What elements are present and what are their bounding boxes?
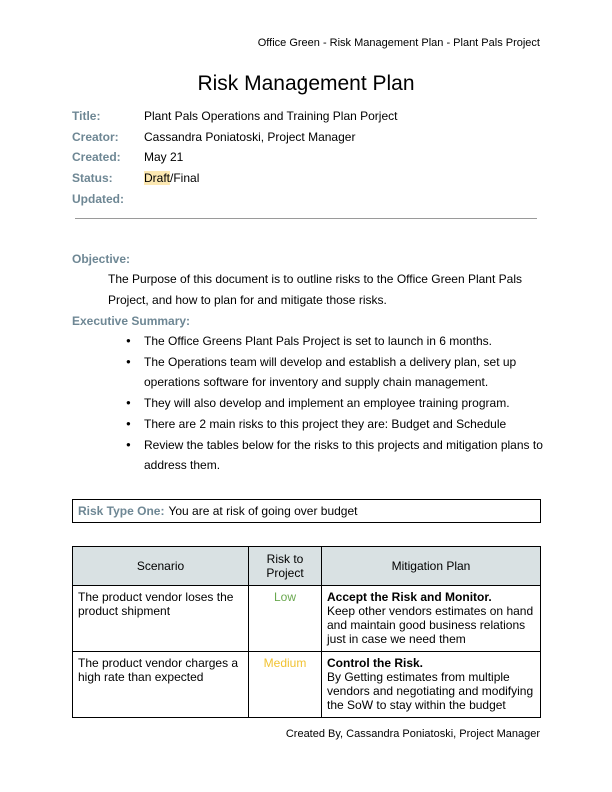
risk-type-text: You are at risk of going over budget (168, 504, 358, 518)
summary-label: Executive Summary: (72, 314, 191, 328)
list-item: ● The Office Greens Plant Pals Project is set to launch in 6 months. (126, 331, 546, 352)
plan-title: Accept the Risk and Monitor. (327, 590, 492, 604)
plan-title: Control the Risk. (327, 656, 424, 670)
mitigation-cell (322, 652, 541, 718)
meta-creator-row (72, 127, 397, 148)
risk-type-label: Risk Type One: (78, 504, 165, 518)
meta-label: Status: (72, 171, 113, 186)
objective-label: Objective: (72, 252, 131, 266)
scenario-cell: The product vendor charges a high rate than expected (73, 652, 249, 718)
risk-table (72, 546, 541, 718)
divider (75, 218, 537, 219)
list-item: ● They will also develop and implement an employee training program. (126, 393, 546, 414)
risk-level-cell: Medium (249, 652, 322, 718)
header-scenario: Scenario (73, 547, 249, 586)
header-mitigation: Mitigation Plan (322, 547, 541, 586)
list-item: ● There are 2 main risks to this project they are: Budget and Schedule (126, 414, 546, 435)
mitigation-cell (322, 586, 541, 652)
header-risk: Risk to Project (249, 547, 322, 586)
document-title: Risk Management Plan (197, 72, 415, 95)
meta-created-row (72, 147, 397, 168)
meta-label: Title: (72, 109, 101, 124)
meta-value: Plant Pals Operations and Training Plan Porject (144, 109, 398, 124)
meta-label: Created: (72, 150, 121, 165)
meta-value: Cassandra Poniatoski, Project Manager (144, 129, 356, 144)
metadata-block (72, 106, 397, 209)
meta-value: Draft/Final (144, 171, 200, 186)
meta-label: Updated: (72, 191, 124, 206)
list-item: ● The Operations team will develop and establish a delivery plan, set up operations software for inventory and supply chain management. (126, 352, 546, 393)
summary-list (126, 331, 546, 476)
page-header: Office Green - Risk Management Plan - Plant Pals Project (257, 37, 540, 49)
status-highlight: Draft (144, 171, 171, 186)
table-row (73, 652, 541, 718)
meta-updated-row (72, 188, 397, 209)
meta-status-row (72, 168, 397, 189)
table-header-row (73, 547, 541, 586)
list-item: ● Review the tables below for the risks to this projects and mitigation plans to address them. (126, 435, 546, 476)
meta-title-row (72, 106, 397, 127)
page-footer: Created By, Cassandra Poniatoski, Project Manager (285, 728, 540, 740)
meta-label: Creator: (72, 129, 119, 144)
risk-type-box (72, 499, 541, 523)
meta-value: May 21 (144, 150, 184, 165)
scenario-cell: The product vendor loses the product shipment (73, 586, 249, 652)
plan-text: Keep other vendors estimates on hand and maintain good business relations just in case we need them (327, 604, 534, 646)
table-row (73, 586, 541, 652)
plan-text: By Getting estimates from multiple vendors and negotiating and modifying the SoW to stay within the budget (327, 670, 534, 712)
objective-text: The Purpose of this document is to outline risks to the Office Green Plant Pals Project, and how to plan for and mitigate those risks. (108, 272, 522, 307)
risk-level-cell: Low (249, 586, 322, 652)
